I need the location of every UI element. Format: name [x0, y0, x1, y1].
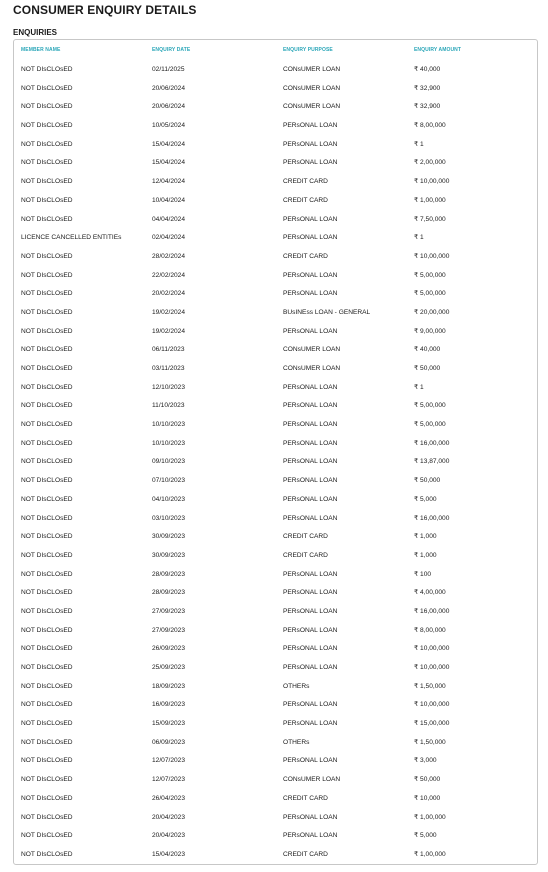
enquiry-amount-cell: ₹ 10,00,000: [414, 178, 450, 186]
enquiry-purpose-cell: PERsONAL LOAN: [283, 477, 338, 485]
enquiry-date-cell: 25/09/2023: [152, 664, 186, 671]
enquiry-date-cell: 15/04/2023: [152, 850, 186, 858]
enquiry-date-cell: 04/04/2024: [152, 215, 186, 223]
enquiry-date-cell: 06/11/2023: [152, 346, 185, 354]
enquiry-date-cell: 26/09/2023: [152, 645, 186, 653]
table-row: [14, 416, 537, 435]
enquiry-amount-cell: ₹ 1,00,000: [414, 196, 446, 204]
enquiry-date-cell: 28/09/2023: [152, 589, 186, 597]
enquiry-purpose-cell: PERsONAL LOAN: [283, 757, 338, 765]
table-row: [14, 360, 537, 379]
enquiry-date-cell: 15/04/2024: [152, 159, 186, 167]
enquiry-amount-cell: ₹ 5,00,000: [414, 290, 446, 298]
enquiry-amount-cell: ₹ 40,000: [414, 66, 441, 73]
enquiry-purpose-cell: CREDIT CARD: [283, 196, 328, 204]
enquiry-purpose-cell: PERsONAL LOAN: [283, 421, 338, 429]
member-name-cell: NOT DIsCLOsED: [21, 533, 73, 541]
enquiry-amount-cell: ₹ 32,900: [414, 84, 441, 92]
column-header-enquiry-date: ENQUIRY DATE: [152, 47, 191, 53]
enquiry-amount-cell: ₹ 10,00,000: [414, 645, 450, 653]
member-name-cell: NOT DIsCLOsED: [21, 421, 73, 429]
table-row: [14, 566, 537, 585]
enquiry-purpose-cell: PERsONAL LOAN: [283, 327, 338, 335]
enquiry-purpose-cell: OTHERs: [283, 738, 310, 746]
enquiry-date-cell: 02/04/2024: [152, 234, 186, 242]
member-name-cell: NOT DIsCLOsED: [21, 776, 73, 784]
enquiry-amount-cell: ₹ 5,000: [414, 832, 437, 840]
enquiry-date-cell: 30/09/2023: [152, 551, 186, 559]
table-row: [14, 453, 537, 472]
enquiry-amount-cell: ₹ 9,00,000: [414, 327, 446, 335]
enquiry-amount-cell: ₹ 1,00,000: [414, 813, 446, 821]
table-row: [14, 192, 537, 211]
enquiry-date-cell: 28/09/2023: [152, 570, 186, 578]
enquiry-purpose-cell: PERsONAL LOAN: [283, 664, 338, 671]
enquiry-amount-cell: ₹ 16,00,000: [414, 439, 450, 447]
table-row: [14, 229, 537, 248]
table-row: [14, 678, 537, 697]
enquiry-amount-cell: ₹ 10,000: [414, 794, 441, 802]
member-name-cell: NOT DIsCLOsED: [21, 103, 73, 111]
enquiry-date-cell: 06/09/2023: [152, 738, 186, 746]
enquiry-purpose-cell: PERsONAL LOAN: [283, 701, 338, 709]
member-name-cell: NOT DIsCLOsED: [21, 682, 73, 690]
enquiry-amount-cell: ₹ 16,00,000: [414, 607, 450, 615]
table-row: [14, 80, 537, 99]
enquiry-purpose-cell: CREDIT CARD: [283, 252, 328, 260]
table-row: [14, 341, 537, 360]
enquiry-date-cell: 10/04/2024: [152, 196, 186, 204]
enquiry-date-cell: 20/04/2023: [152, 813, 186, 821]
enquiry-date-cell: 20/06/2024: [152, 103, 186, 111]
enquiry-purpose-cell: PERsONAL LOAN: [283, 495, 338, 503]
enquiry-purpose-cell: PERsONAL LOAN: [283, 234, 338, 242]
enquiry-date-cell: 02/11/2025: [152, 66, 185, 73]
enquiry-amount-cell: ₹ 1,50,000: [414, 738, 446, 746]
table-row: [14, 98, 537, 117]
table-row: [14, 640, 537, 659]
section-title: ENQUIRIES: [13, 28, 58, 37]
member-name-cell: NOT DIsCLOsED: [21, 757, 73, 765]
table-row: [14, 397, 537, 416]
table-row: [14, 304, 537, 323]
column-header-member-name: MEMBER NAME: [21, 47, 61, 53]
enquiry-amount-cell: ₹ 1,50,000: [414, 682, 446, 690]
enquiry-purpose-cell: PERsONAL LOAN: [283, 439, 338, 447]
enquiry-purpose-cell: CONsUMER LOAN: [283, 66, 341, 73]
enquiry-purpose-cell: PERsONAL LOAN: [283, 271, 338, 279]
table-row: [14, 771, 537, 790]
page-title: CONSUMER ENQUIRY DETAILS: [13, 3, 197, 17]
member-name-cell: NOT DIsCLOsED: [21, 290, 73, 298]
enquiry-date-cell: 20/04/2023: [152, 832, 186, 840]
enquiry-purpose-cell: PERsONAL LOAN: [283, 122, 338, 130]
enquiry-amount-cell: ₹ 32,900: [414, 103, 441, 111]
table-row: [14, 154, 537, 173]
member-name-cell: NOT DIsCLOsED: [21, 365, 73, 372]
enquiry-amount-cell: ₹ 5,00,000: [414, 402, 446, 410]
enquiry-amount-cell: ₹ 5,00,000: [414, 421, 446, 429]
table-row: [14, 435, 537, 454]
member-name-cell: NOT DIsCLOsED: [21, 832, 73, 840]
enquiry-purpose-cell: PERsONAL LOAN: [283, 402, 338, 410]
enquiry-purpose-cell: PERsONAL LOAN: [283, 589, 338, 597]
member-name-cell: NOT DIsCLOsED: [21, 402, 73, 410]
member-name-cell: NOT DIsCLOsED: [21, 514, 73, 522]
enquiry-date-cell: 12/10/2023: [152, 383, 186, 391]
table-row: [14, 528, 537, 547]
enquiry-amount-cell: ₹ 50,000: [414, 776, 441, 784]
enquiry-purpose-cell: PERsONAL LOAN: [283, 514, 338, 522]
enquiry-purpose-cell: PERsONAL LOAN: [283, 140, 338, 148]
enquiry-amount-cell: ₹ 40,000: [414, 346, 441, 354]
enquiry-date-cell: 30/09/2023: [152, 533, 186, 541]
enquiry-purpose-cell: PERsONAL LOAN: [283, 813, 338, 821]
table-row: [14, 584, 537, 603]
table-row: [14, 715, 537, 734]
enquiry-purpose-cell: CREDIT CARD: [283, 178, 328, 186]
table-row: [14, 491, 537, 510]
member-name-cell: NOT DIsCLOsED: [21, 140, 73, 148]
table-row: [14, 173, 537, 192]
member-name-cell: NOT DIsCLOsED: [21, 439, 73, 447]
member-name-cell: NOT DIsCLOsED: [21, 570, 73, 578]
enquiry-date-cell: 03/11/2023: [152, 365, 185, 372]
table-row: [14, 790, 537, 809]
table-row: [14, 136, 537, 155]
enquiry-purpose-cell: CONsUMER LOAN: [283, 84, 341, 92]
enquiry-date-cell: 20/02/2024: [152, 290, 186, 298]
member-name-cell: NOT DIsCLOsED: [21, 589, 73, 597]
member-name-cell: NOT DIsCLOsED: [21, 308, 73, 316]
enquiry-amount-cell: ₹ 10,00,000: [414, 701, 450, 709]
table-row: [14, 379, 537, 398]
enquiry-purpose-cell: PERsONAL LOAN: [283, 215, 338, 223]
member-name-cell: NOT DIsCLOsED: [21, 178, 73, 186]
member-name-cell: NOT DIsCLOsED: [21, 327, 73, 335]
member-name-cell: NOT DIsCLOsED: [21, 66, 73, 73]
table-header-row: [14, 40, 537, 61]
enquiry-purpose-cell: PERsONAL LOAN: [283, 458, 338, 466]
member-name-cell: NOT DIsCLOsED: [21, 458, 73, 466]
table-row: [14, 603, 537, 622]
enquiry-purpose-cell: CREDIT CARD: [283, 850, 328, 858]
enquiry-date-cell: 03/10/2023: [152, 514, 186, 522]
enquiry-amount-cell: ₹ 8,00,000: [414, 626, 446, 634]
enquiry-amount-cell: ₹ 1: [414, 234, 424, 242]
enquiry-amount-cell: ₹ 1: [414, 140, 424, 148]
enquiry-amount-cell: ₹ 3,000: [414, 757, 437, 765]
enquiry-amount-cell: ₹ 1: [414, 383, 424, 391]
enquiry-date-cell: 22/02/2024: [152, 271, 186, 279]
enquiry-date-cell: 20/06/2024: [152, 84, 186, 92]
enquiry-date-cell: 12/07/2023: [152, 776, 186, 784]
enquiry-purpose-cell: BUsINEss LOAN - GENERAL: [283, 308, 371, 316]
member-name-cell: NOT DIsCLOsED: [21, 701, 73, 709]
enquiry-amount-cell: ₹ 2,00,000: [414, 159, 446, 167]
member-name-cell: NOT DIsCLOsED: [21, 477, 73, 485]
table-row: [14, 547, 537, 566]
table-row: [14, 510, 537, 529]
member-name-cell: NOT DIsCLOsED: [21, 664, 73, 671]
enquiry-date-cell: 16/09/2023: [152, 701, 186, 709]
enquiry-amount-cell: ₹ 7,50,000: [414, 215, 446, 223]
member-name-cell: NOT DIsCLOsED: [21, 84, 73, 92]
enquiry-date-cell: 07/10/2023: [152, 477, 186, 485]
enquiry-amount-cell: ₹ 5,000: [414, 495, 437, 503]
table-row: [14, 117, 537, 136]
enquiries-table: [13, 39, 538, 865]
enquiry-purpose-cell: PERsONAL LOAN: [283, 720, 338, 728]
member-name-cell: NOT DIsCLOsED: [21, 850, 73, 858]
enquiry-amount-cell: ₹ 1,00,000: [414, 850, 446, 858]
member-name-cell: NOT DIsCLOsED: [21, 738, 73, 746]
member-name-cell: NOT DIsCLOsED: [21, 720, 73, 728]
table-row: [14, 622, 537, 641]
table-body: [14, 61, 537, 865]
enquiry-purpose-cell: PERsONAL LOAN: [283, 383, 338, 391]
enquiry-date-cell: 12/07/2023: [152, 757, 186, 765]
enquiry-amount-cell: ₹ 10,00,000: [414, 252, 450, 260]
table-row: [14, 809, 537, 828]
enquiry-purpose-cell: CREDIT CARD: [283, 551, 328, 559]
enquiry-amount-cell: ₹ 5,00,000: [414, 271, 446, 279]
table-row: [14, 267, 537, 286]
enquiry-date-cell: 12/04/2024: [152, 178, 186, 186]
enquiry-date-cell: 27/09/2023: [152, 626, 186, 634]
member-name-cell: NOT DIsCLOsED: [21, 495, 73, 503]
enquiry-purpose-cell: CREDIT CARD: [283, 794, 328, 802]
enquiry-purpose-cell: PERsONAL LOAN: [283, 570, 338, 578]
enquiry-purpose-cell: PERsONAL LOAN: [283, 607, 338, 615]
table-row: [14, 846, 537, 865]
enquiry-date-cell: 10/10/2023: [152, 421, 186, 429]
enquiry-amount-cell: ₹ 4,00,000: [414, 589, 446, 597]
enquiry-amount-cell: ₹ 15,00,000: [414, 720, 450, 728]
table-row: [14, 734, 537, 753]
enquiry-amount-cell: ₹ 16,00,000: [414, 514, 450, 522]
member-name-cell: NOT DIsCLOsED: [21, 626, 73, 634]
enquiry-date-cell: 11/10/2023: [152, 402, 185, 410]
enquiry-purpose-cell: PERsONAL LOAN: [283, 159, 338, 167]
enquiry-date-cell: 04/10/2023: [152, 495, 186, 503]
enquiry-amount-cell: ₹ 13,87,000: [414, 458, 450, 466]
enquiry-date-cell: 19/02/2024: [152, 327, 186, 335]
enquiry-purpose-cell: CONsUMER LOAN: [283, 103, 341, 111]
table-row: [14, 323, 537, 342]
member-name-cell: NOT DIsCLOsED: [21, 383, 73, 391]
enquiry-date-cell: 10/05/2024: [152, 122, 186, 130]
member-name-cell: NOT DIsCLOsED: [21, 271, 73, 279]
enquiry-amount-cell: ₹ 1,000: [414, 551, 437, 559]
enquiry-date-cell: 28/02/2024: [152, 252, 186, 260]
table-row: [14, 472, 537, 491]
member-name-cell: NOT DIsCLOsED: [21, 252, 73, 260]
table-row: [14, 752, 537, 771]
enquiry-amount-cell: ₹ 50,000: [414, 365, 441, 372]
table-row: [14, 696, 537, 715]
member-name-cell: NOT DIsCLOsED: [21, 215, 73, 223]
enquiry-purpose-cell: PERsONAL LOAN: [283, 290, 338, 298]
enquiry-purpose-cell: CONsUMER LOAN: [283, 365, 341, 372]
table-row: [14, 659, 537, 678]
enquiry-date-cell: 19/02/2024: [152, 308, 186, 316]
column-header-enquiry-amount: ENQUIRY AMOUNT: [414, 47, 462, 53]
enquiry-date-cell: 09/10/2023: [152, 458, 186, 466]
column-header-enquiry-purpose: ENQUIRY PURPOSE: [283, 47, 333, 53]
enquiry-purpose-cell: PERsONAL LOAN: [283, 832, 338, 840]
enquiry-date-cell: 15/04/2024: [152, 140, 186, 148]
enquiry-amount-cell: ₹ 1,000: [414, 533, 437, 541]
enquiry-date-cell: 10/10/2023: [152, 439, 186, 447]
member-name-cell: NOT DIsCLOsED: [21, 813, 73, 821]
enquiry-amount-cell: ₹ 100: [414, 570, 432, 578]
enquiry-purpose-cell: CONsUMER LOAN: [283, 346, 341, 354]
enquiry-date-cell: 26/04/2023: [152, 794, 186, 802]
enquiry-date-cell: 27/09/2023: [152, 607, 186, 615]
table-row: [14, 211, 537, 230]
enquiry-amount-cell: ₹ 50,000: [414, 477, 441, 485]
table-row: [14, 285, 537, 304]
enquiry-purpose-cell: CREDIT CARD: [283, 533, 328, 541]
member-name-cell: NOT DIsCLOsED: [21, 122, 73, 130]
enquiry-amount-cell: ₹ 10,00,000: [414, 664, 450, 671]
table-row: [14, 827, 537, 846]
enquiry-date-cell: 15/09/2023: [152, 720, 186, 728]
enquiry-purpose-cell: PERsONAL LOAN: [283, 645, 338, 653]
enquiry-amount-cell: ₹ 20,00,000: [414, 308, 450, 316]
table-row: [14, 61, 537, 80]
enquiry-date-cell: 18/09/2023: [152, 682, 186, 690]
member-name-cell: NOT DIsCLOsED: [21, 159, 73, 167]
enquiry-purpose-cell: OTHERs: [283, 682, 310, 690]
enquiry-purpose-cell: CONsUMER LOAN: [283, 776, 341, 784]
member-name-cell: NOT DIsCLOsED: [21, 607, 73, 615]
enquiry-amount-cell: ₹ 8,00,000: [414, 122, 446, 130]
member-name-cell: NOT DIsCLOsED: [21, 196, 73, 204]
member-name-cell: NOT DIsCLOsED: [21, 645, 73, 653]
table-row: [14, 248, 537, 267]
member-name-cell: LICENCE CANCELLED ENTITIEs: [21, 234, 122, 242]
member-name-cell: NOT DIsCLOsED: [21, 346, 73, 354]
member-name-cell: NOT DIsCLOsED: [21, 551, 73, 559]
member-name-cell: NOT DIsCLOsED: [21, 794, 73, 802]
enquiry-purpose-cell: PERsONAL LOAN: [283, 626, 338, 634]
